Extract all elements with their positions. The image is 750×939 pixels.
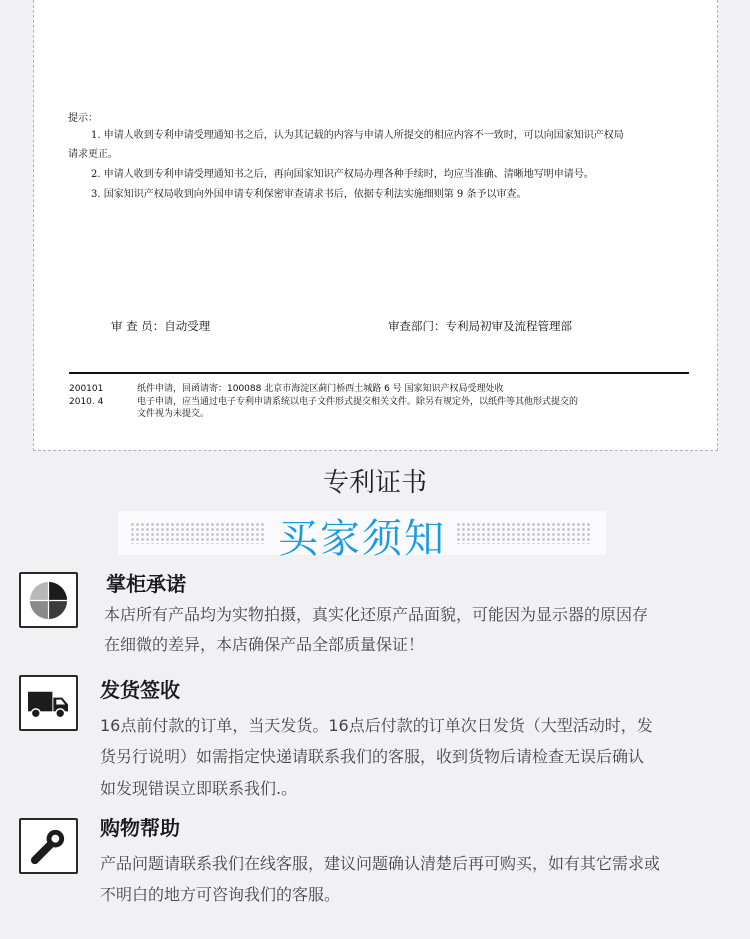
footer-code-1: 200101: [69, 384, 104, 394]
section-title-help: 购物帮助: [100, 816, 180, 840]
tips-title: 提示：: [68, 113, 98, 124]
buyer-notice-banner: [118, 511, 606, 562]
section-title-promise: 掌柜承诺: [106, 572, 186, 596]
section-shipping-line-2: 货另行说明）如需指定快递请联系我们的客服，收到货物后请检查无误后确认: [100, 747, 645, 766]
section-promise-line-1: 本店所有产品均为实物拍摄，真实化还原产品面貌，可能因为显示器的原因存: [104, 605, 649, 624]
department-label: 审查部门：专利局初审及流程管理部: [388, 319, 572, 333]
section-help-line-1: 产品问题请联系我们在线客服，建议问题确认清楚后再可购买，如有其它需求或: [100, 854, 661, 873]
tip-1-line-2: 请求更正。: [68, 149, 118, 160]
tip-2: 2. 申请人收到专利申请受理通知书之后，再向国家知识产权局办理各种手续时，均应当准确、清晰地写明申请号。: [91, 169, 594, 180]
section-shipping-line-1: 16点前付款的订单，当天发货。16点后付款的订单次日发货（大型活动时，发: [100, 716, 653, 735]
examiner-label: 审 查 员：自动受理: [111, 319, 211, 333]
footer-code-2: 2010. 4: [69, 397, 104, 407]
footer-line-3: 文件视为未提交。: [137, 409, 210, 419]
certificate-title: 专利证书: [322, 468, 427, 498]
section-promise-line-2: 在细微的差异，本店确保产品全部质量保证！: [104, 635, 425, 654]
section-title-shipping: 发货签收: [100, 678, 180, 702]
patent-document: [33, 0, 718, 451]
section-shipping-line-3: 如发现错误立即联系我们.。: [100, 779, 298, 798]
section-help-line-2: 不明白的地方可咨询我们的客服。: [100, 885, 341, 904]
footer-line-1: 纸件申请，回函请寄：100088 北京市海淀区蓟门桥西土城路 6 号 国家知识产权局受理处收: [137, 384, 504, 394]
pie-chart-icon: [19, 572, 78, 628]
tip-3: 3. 国家知识产权局收到向外国申请专利保密审查请求书后，依据专利法实施细则第 9 条予以审查。: [91, 189, 527, 200]
footer-line-2: 电子申请，应当通过电子专利申请系统以电子文件形式提交相关文件。除另有规定外，以纸件等其他形式提交的: [137, 397, 579, 407]
truck-icon: [19, 675, 78, 731]
wrench-icon: [19, 818, 78, 874]
footer-divider: [69, 372, 689, 374]
tip-1-line-1: 1. 申请人收到专利申请受理通知书之后，认为其记载的内容与申请人所提交的相应内容不一致时，可以向国家知识产权局: [91, 130, 624, 141]
banner-title: 买家须知: [278, 516, 446, 562]
